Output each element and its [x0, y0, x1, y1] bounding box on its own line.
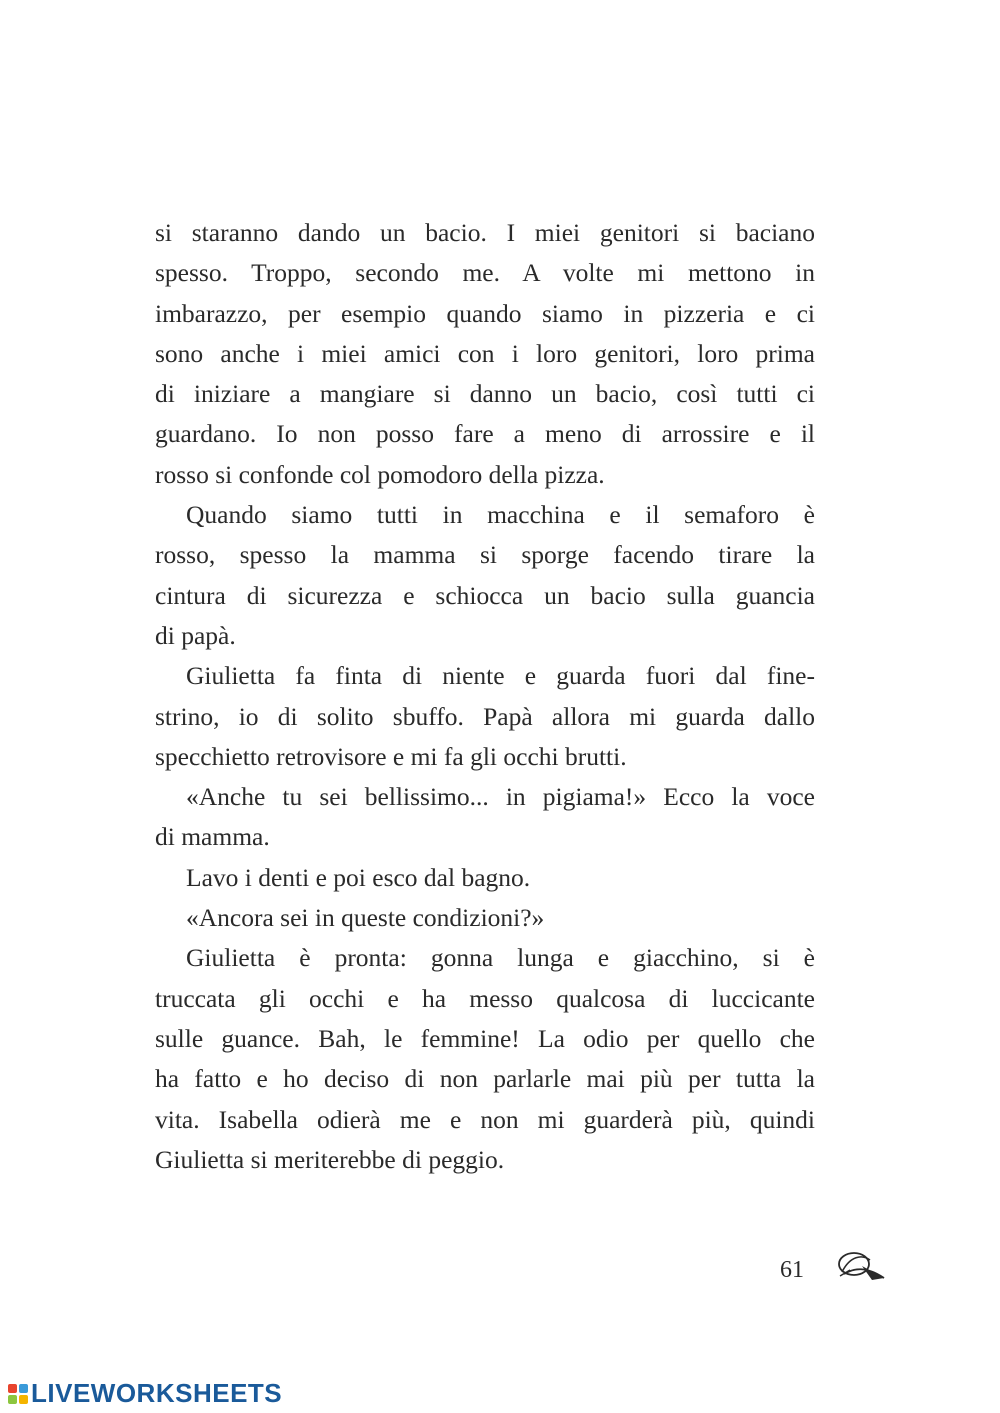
text-line: strino, io di solito sbuffo. Papà allora mi guarda dallo [155, 701, 815, 731]
logo-cell [8, 1395, 17, 1404]
text-line: Giulietta si meriterebbe di peggio. [155, 1144, 505, 1174]
text-line: spesso. Troppo, secondo me. A volte mi mettono in [155, 258, 815, 288]
text-line: specchietto retrovisore e mi fa gli occhi brutti. [155, 741, 627, 771]
text-line: Giulietta è pronta: gonna lunga e giacchino, si è [186, 943, 815, 973]
logo-cell [19, 1395, 28, 1404]
text-line: cintura di sicurezza e schiocca un bacio sulla guancia [155, 580, 815, 610]
page-number: 61 [780, 1257, 804, 1283]
brand-name: LIVEWORKSHEETS [31, 1378, 283, 1408]
text-line: truccata gli occhi e ha messo qualcosa di luccicante [155, 983, 815, 1013]
quill-icon [832, 1246, 888, 1288]
text-line: rosso, spesso la mamma si sporge facendo tirare la [155, 540, 815, 570]
liveworksheets-logo[interactable] [8, 1378, 282, 1409]
text-line: rosso si confonde col pomodoro della pizza. [155, 459, 605, 489]
logo-grid-icon [8, 1384, 28, 1404]
text-line: Lavo i denti e poi esco dal bagno. [186, 862, 531, 892]
text-line: di iniziare a mangiare si danno un bacio, così tutti ci [155, 379, 815, 409]
text-line: ha fatto e ho deciso di non parlarle mai più per tutta la [155, 1064, 815, 1094]
text-line: imbarazzo, per esempio quando siamo in pizzeria e ci [155, 298, 815, 328]
text-line: vita. Isabella odierà me e non mi guarderà più, quindi [155, 1104, 815, 1134]
text-line: sono anche i miei amici con i loro genitori, loro prima [155, 338, 815, 368]
text-line: guardano. Io non posso fare a meno di arrossire e il [155, 419, 815, 449]
text-line: sulle guance. Bah, le femmine! La odio per quello che [155, 1023, 815, 1053]
logo-cell [19, 1384, 28, 1393]
text-line: si staranno dando un bacio. I miei genitori si baciano [155, 218, 815, 247]
text-line: Giulietta fa finta di niente e guarda fuori dal fine- [186, 661, 815, 691]
page-body-text [155, 213, 815, 1180]
logo-cell [8, 1384, 17, 1393]
text-line: «Anche tu sei bellissimo... in pigiama!» Ecco la voce [186, 782, 815, 812]
text-line: Quando siamo tutti in macchina e il semaforo è [186, 500, 815, 530]
text-line: di mamma. [155, 822, 270, 852]
text-line: di papà. [155, 620, 236, 650]
text-line: «Ancora sei in queste condizioni?» [186, 903, 545, 933]
